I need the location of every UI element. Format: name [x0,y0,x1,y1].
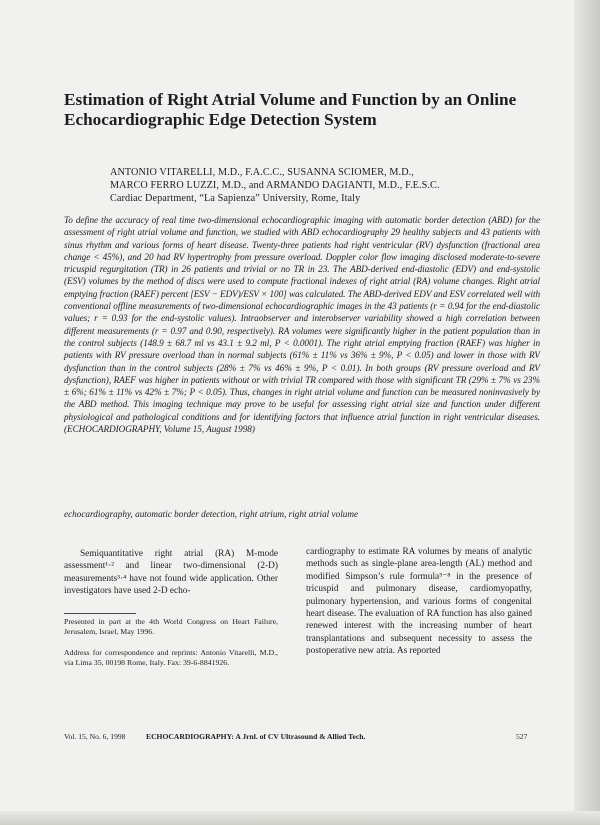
footer-volume: Vol. 15, No. 6, 1998 [64,732,126,741]
page-edge-shadow [574,0,600,825]
article-title: Estimation of Right Atrial Volume and Function by an Online Echocardiographic Edge Detection System [64,90,517,129]
body-column-left [64,548,278,598]
body-column-right [306,546,532,658]
footnote-divider [64,613,136,614]
author-block [110,166,540,206]
body-paragraph: Semiquantitative right atrial (RA) M-mode assessment¹·² and linear two-dimensional (2-D) measurements³·⁴ have not found wide application. Other investigators have used 2-D echo- [64,549,278,597]
page-bottom-shadow [0,811,600,825]
author-line: ANTONIO VITARELLI, M.D., F.A.C.C., SUSANNA SCIOMER, M.D., [110,167,414,178]
keywords: echocardiography, automatic border detection, right atrium, right atrial volume [64,509,359,519]
footer-journal: ECHOCARDIOGRAPHY: A Jrnl. of CV Ultrasound & Allied Tech. [146,732,366,741]
footnote-presented: Presented in part at the 4th World Congress on Heart Failure, Jerusalem, Israel, May 1996. [64,617,278,637]
abstract: To define the accuracy of real time two-dimensional echocardiographic imaging with automatic border detection (ABD) for the assessment of right atrial volume and function, we studied with ABD echocardiography 29 healthy subjects and 43 patients with sinus rhythm and various forms of heart disease. Twenty-three patients had right ventricular (RV) dysfunction (fractional area change < 45%), and 20 had RV hypertrophy from pressure overload. Doppler color flow imaging disclosed moderate-to-severe tricuspid regurgitation (TR) in 26 patients and trivial or no TR in 23. The ABD-derived end-diastolic (EDV) and end-systolic (ESV) volumes by the method of discs were used to compute fractional indexes of right atrial (RA) volume changes. Right atrial emptying fraction (RAEF) percent [ESV − EDV)/ESV × 100] was calculated. The ABD-derived EDV and ESV correlated well with conventional offline measurements of two-dimensional echocardiographic images in the 43 patients (r = 0.94 for the end-diastolic values; r = 0.93 for the end-systolic values). Intraobserver and interobserver variability showed a high correlation between different measurements (r = 0.97 and 0.90, respectively). RA volumes were significantly higher in the patient population than in the control subjects (148.9 ± 68.7 ml vs 43.1 ± 9.2 ml, P < 0.0001). The right atrial emptying fraction (RAEF) was higher in patients with RV pressure overload than in normal subjects (61% ± 11% vs 36% ± 9%, P < 0.05) and lower in those with RV dysfunction than in the control subjects (28% ± 7% vs 46% ± 9%, P < 0.01). In both groups (RV pressure overload and RV dysfunction), RAEF was higher in patients without or with trivial TR compared with those with significant TR (29% ± 7% vs 23% ± 6%; 61% ± 11% vs 42% ± 7%; P < 0.05). Thus, changes in right atrial volume and function can be measured noninvasively by the ABD method. This imaging technique may prove to be useful for assessing right atrial size and function under different physiological and pathological conditions and for identifying factors that influence atrial function in right ventricular diseases. (ECHOCARDIOGRAPHY, Volume 15, August 1998) [64,215,540,435]
page-number: 527 [516,732,528,741]
author-line: MARCO FERRO LUZZI, M.D., and ARMANDO DAGIANTI, M.D., F.E.S.C. [110,180,440,192]
footnote-correspondence: Address for correspondence and reprints: Antonio Vitarelli, M.D., via Lima 35, 00198 Rome, Italy. Fax: 39-6-8841926. [64,648,278,668]
affiliation: Cardiac Department, “La Sapienza” University, Rome, Italy [110,193,361,205]
body-paragraph: cardiography to estimate RA volumes by means of analytic methods such as single-plane area-length (AL) method and modified Simpson’s rule formula⁵⁻⁸ in the presence of tricuspid and pulmonary disease, cardiomyopathy, pulmonary hypertension, and various forms of congenital heart disease. The evaluation of RA function has also gained renewed interest with the increasing number of heart transplantations and subsequent necessity to assess the postoperative new atria. As reported [306,547,532,657]
